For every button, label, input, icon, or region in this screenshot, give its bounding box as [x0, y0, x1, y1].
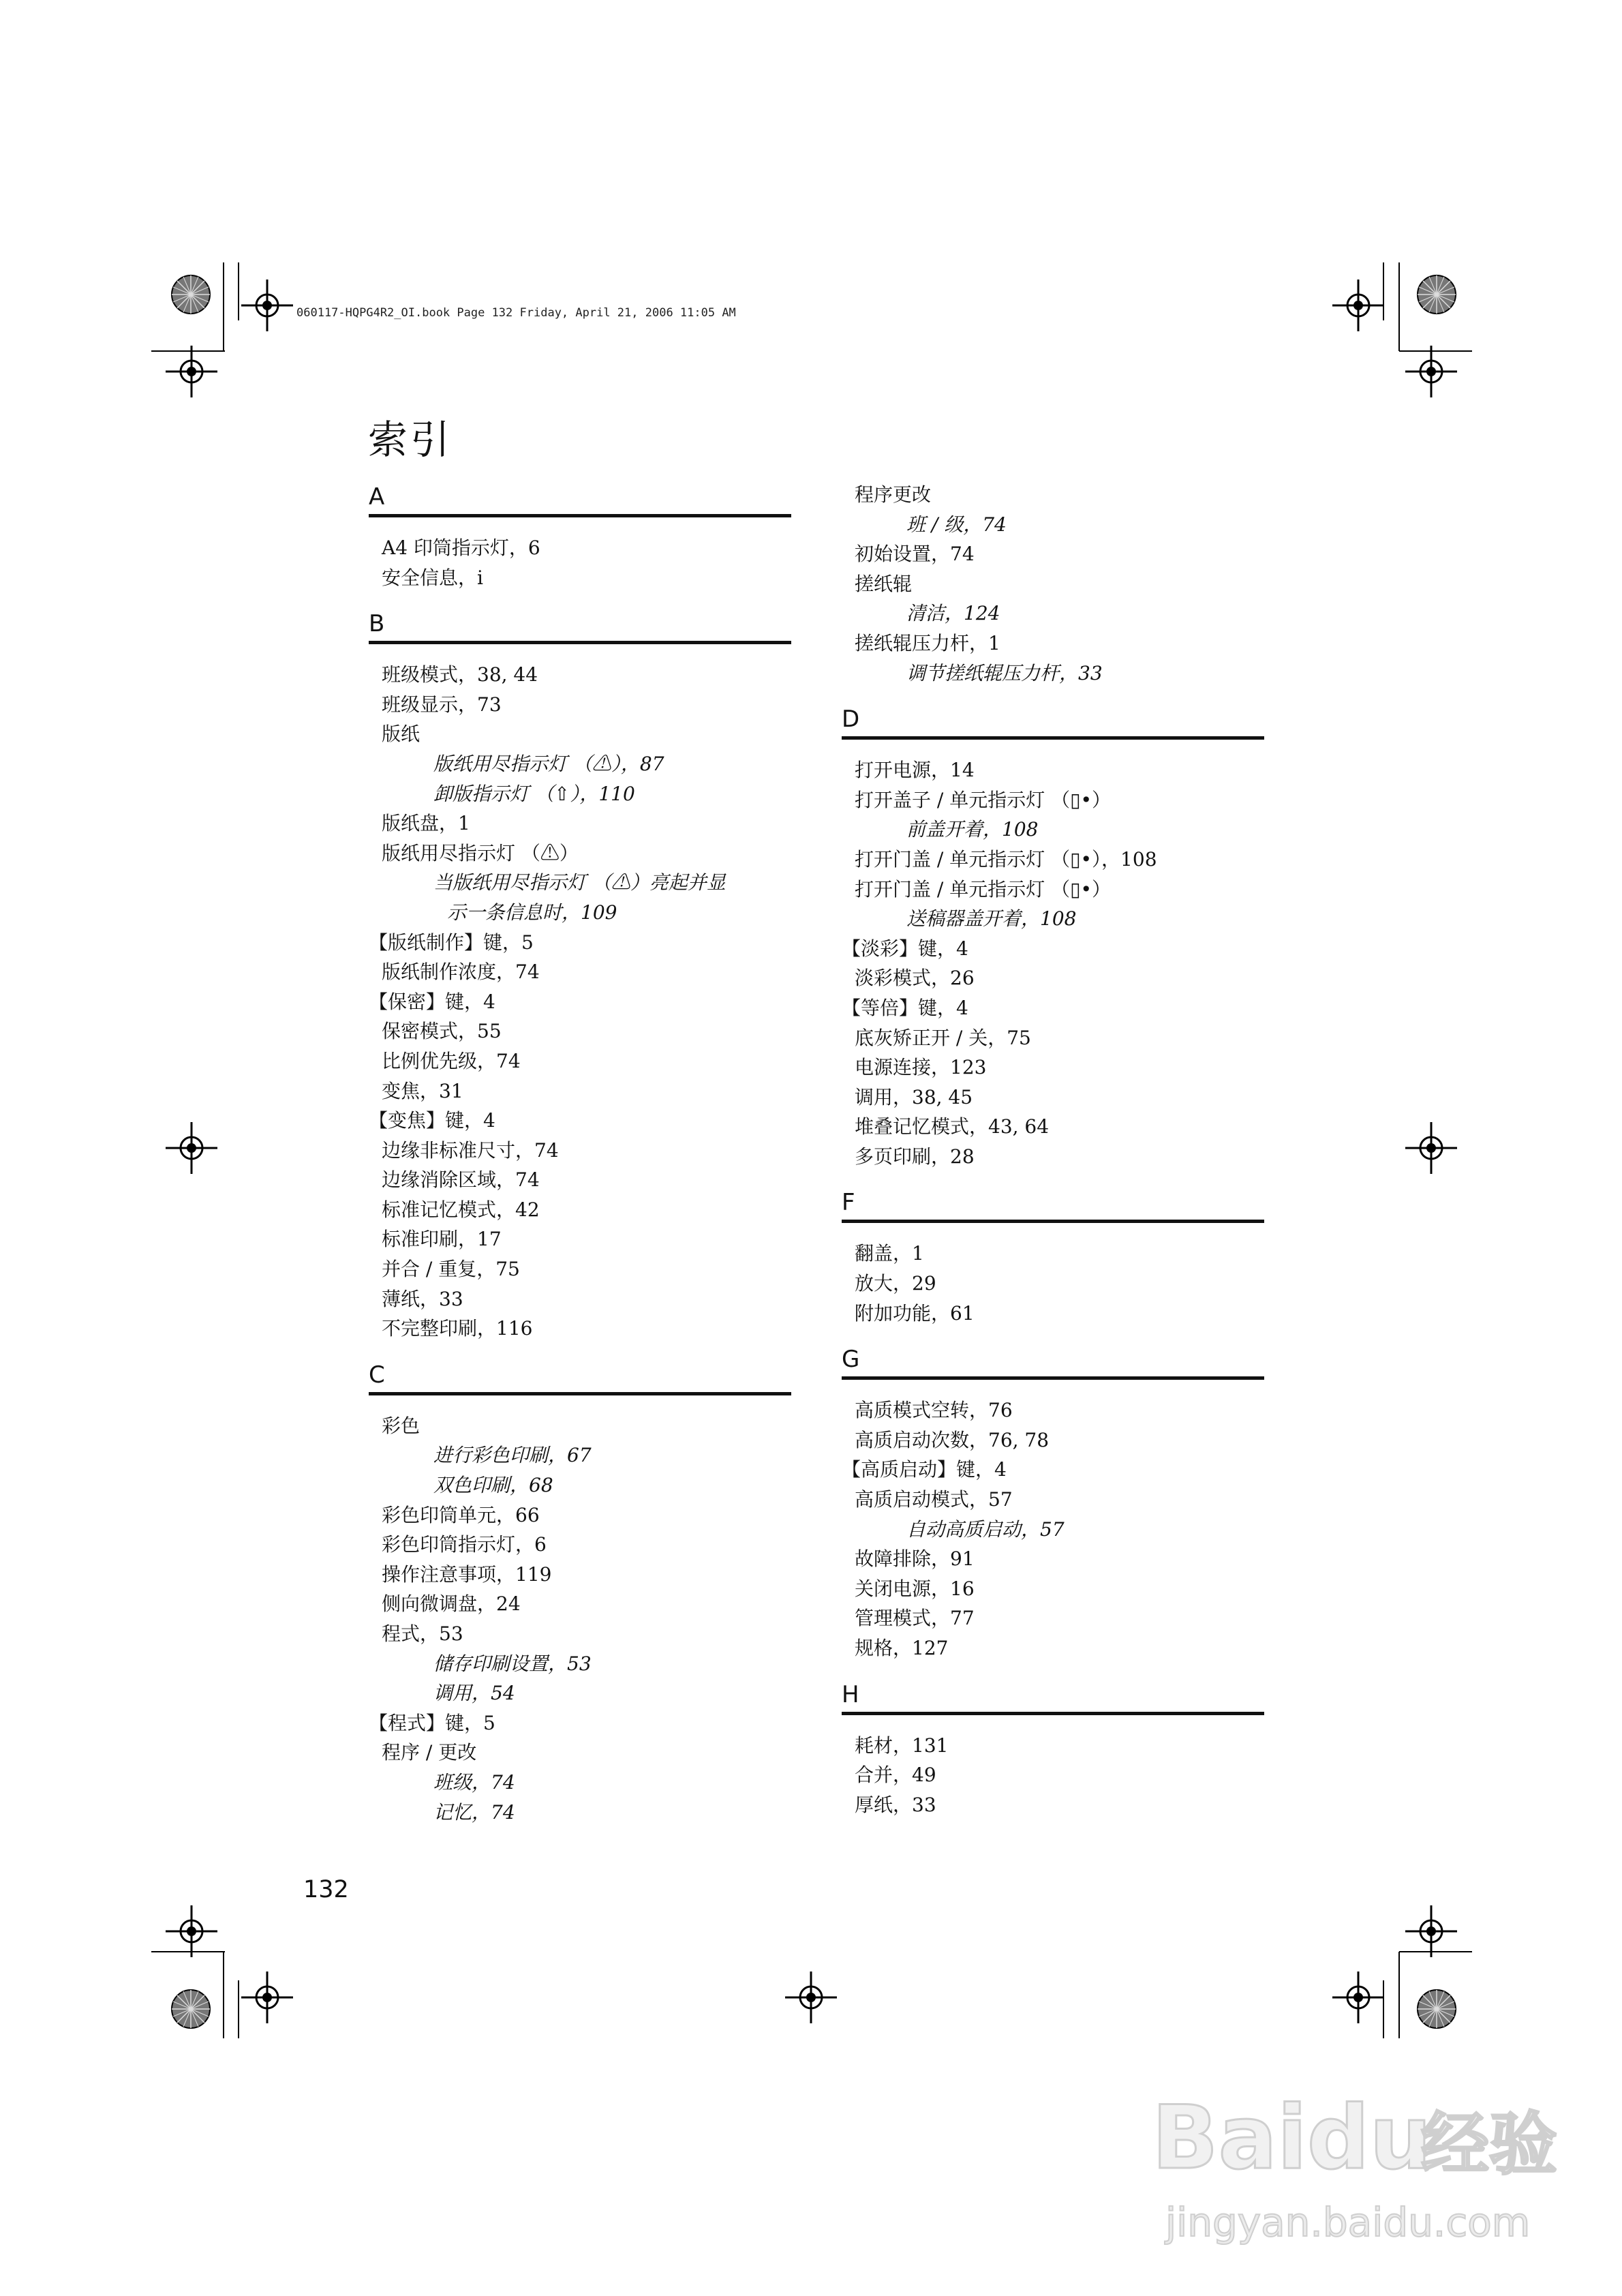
index-entry: 进行彩色印刷，67 [433, 1444, 592, 1467]
index-entry: 版纸用尽指示灯 （⚠） [382, 841, 579, 864]
section-rule [842, 1220, 1264, 1223]
index-entry: 版纸盘，1 [382, 812, 470, 835]
section-letter: A [369, 483, 385, 511]
index-entry: 【程式】键，5 [369, 1711, 495, 1734]
index-entry: 合并，49 [855, 1764, 936, 1787]
index-entry: 边缘消除区域，74 [382, 1168, 540, 1192]
file-info-header: 060117-HQPG4R2_OI.book Page 132 Friday, April 21, 2006 11:05 AM [296, 306, 736, 320]
index-entry: 高质模式空转，76 [855, 1399, 1013, 1422]
index-entry: 管理模式，77 [855, 1607, 975, 1630]
index-entry: 侧向微调盘，24 [382, 1592, 521, 1616]
index-entry: 关闭电源，16 [855, 1577, 975, 1600]
watermark-brand-cn: 经验 [1421, 2104, 1557, 2184]
index-entry: 标准记忆模式，42 [382, 1198, 540, 1221]
section-rule [369, 1392, 791, 1395]
index-entry: 班 / 级，74 [906, 513, 1007, 536]
index-entry: 程序 / 更改 [382, 1741, 477, 1764]
index-entry: 附加功能，61 [855, 1301, 975, 1325]
index-entry: 班级模式，38, 44 [382, 663, 538, 686]
index-entry: 记忆，74 [433, 1800, 515, 1824]
index-entry: 打开电源，14 [855, 759, 975, 782]
section-letter: D [842, 706, 860, 734]
index-entry: 并合 / 重复，75 [382, 1258, 520, 1281]
page-number: 132 [303, 1876, 349, 1903]
index-entry: 调用，54 [433, 1682, 515, 1705]
index-entry: 彩色印筒单元，66 [382, 1503, 540, 1526]
index-entry: 【高质启动】键，4 [842, 1458, 1007, 1481]
section-letter: G [842, 1346, 860, 1374]
index-entry: 堆叠记忆模式，43, 64 [855, 1115, 1050, 1138]
index-entry: 程式，53 [382, 1622, 463, 1645]
index-entry: 搓纸辊压力杆，1 [855, 631, 1000, 654]
index-entry: 【等倍】键，4 [842, 996, 968, 1019]
index-entry: 卸版指示灯 （⇧），110 [433, 782, 635, 805]
index-entry: 厚纸，33 [855, 1793, 936, 1816]
index-entry: 前盖开着，108 [906, 818, 1039, 841]
index-left-column [369, 480, 791, 1841]
index-entry: 规格，127 [855, 1637, 949, 1659]
index-entry: 彩色印筒指示灯，6 [382, 1533, 547, 1556]
index-entry: 薄纸，33 [382, 1287, 463, 1310]
index-entry: 版纸制作浓度，74 [382, 961, 540, 984]
index-entry: 当版纸用尽指示灯 （⚠）亮起并显 [433, 871, 726, 894]
index-entry: 调节搓纸辊压力杆，33 [906, 661, 1103, 684]
index-entry: 自动高质启动，57 [906, 1517, 1065, 1541]
index-entry: 故障排除，91 [855, 1547, 975, 1571]
index-entry: 调用，38, 45 [855, 1085, 973, 1108]
index-entry: 比例优先级，74 [382, 1049, 521, 1072]
index-entry: 变焦，31 [382, 1079, 463, 1102]
index-entry: 淡彩模式，26 [855, 967, 975, 990]
index-entry: 边缘非标准尺寸，74 [382, 1138, 559, 1162]
index-entry: 版纸用尽指示灯 （⚠），87 [433, 752, 664, 775]
index-entry: 【保密】键，4 [369, 990, 495, 1013]
watermark-brand: Baidu [1152, 2087, 1432, 2189]
index-entry: 初始设置，74 [855, 543, 975, 566]
section-letter: H [842, 1680, 859, 1708]
index-entry: 打开门盖 / 单元指示灯 （▯•） [855, 877, 1112, 901]
index-entry: 彩色 [382, 1414, 420, 1437]
index-entry: 耗材，131 [855, 1734, 949, 1757]
index-entry: 安全信息，i [382, 566, 483, 589]
index-entry: 多页印刷，28 [855, 1145, 975, 1168]
section-rule [842, 736, 1264, 740]
index-entry: 搓纸辊 [855, 572, 913, 595]
index-entry: A4 印筒指示灯，6 [382, 537, 540, 559]
section-rule [842, 1376, 1264, 1380]
index-entry: 【淡彩】键，4 [842, 937, 968, 960]
index-entry: 示一条信息时，109 [447, 901, 617, 924]
index-entry: 高质启动次数，76, 78 [855, 1428, 1050, 1451]
section-rule [369, 514, 791, 517]
page-title: 索引 [368, 417, 453, 463]
index-entry: 清洁，124 [906, 602, 1000, 625]
section-letter: F [842, 1189, 855, 1217]
index-entry: 程序更改 [855, 483, 932, 506]
section-letter: C [369, 1361, 385, 1389]
index-entry: 电源连接，123 [855, 1056, 987, 1079]
index-entry: 打开门盖 / 单元指示灯 （▯•），108 [855, 847, 1157, 871]
index-entry: 【变焦】键，4 [369, 1109, 495, 1132]
index-entry: 【版纸制作】键，5 [369, 931, 534, 954]
index-entry: 双色印刷，68 [433, 1474, 553, 1497]
index-entry: 高质启动模式，57 [855, 1488, 1013, 1511]
index-entry: 打开盖子 / 单元指示灯 （▯•） [855, 788, 1112, 811]
section-letter: B [369, 610, 385, 638]
section-rule [842, 1712, 1264, 1715]
index-entry: 底灰矫正开 / 关，75 [855, 1026, 1031, 1049]
baidu-jingyan-watermark [1152, 2079, 1588, 2284]
index-entry: 送稿器盖开着，108 [906, 907, 1077, 931]
index-entry: 标准印刷，17 [382, 1228, 502, 1251]
index-entry: 班级显示，73 [382, 693, 502, 716]
index-entry: 保密模式，55 [382, 1020, 502, 1043]
index-entry: 翻盖，1 [855, 1242, 924, 1265]
index-entry: 放大，29 [855, 1272, 936, 1295]
index-right-column [842, 480, 1264, 1834]
index-entry: 班级，74 [433, 1770, 515, 1794]
index-entry: 储存印刷设置，53 [433, 1652, 592, 1675]
section-rule [369, 641, 791, 644]
index-entry: 操作注意事项，119 [382, 1562, 552, 1586]
watermark-url: jingyan.baidu.com [1165, 2199, 1531, 2246]
index-entry: 版纸 [382, 723, 420, 746]
index-entry: 不完整印刷，116 [382, 1317, 533, 1340]
